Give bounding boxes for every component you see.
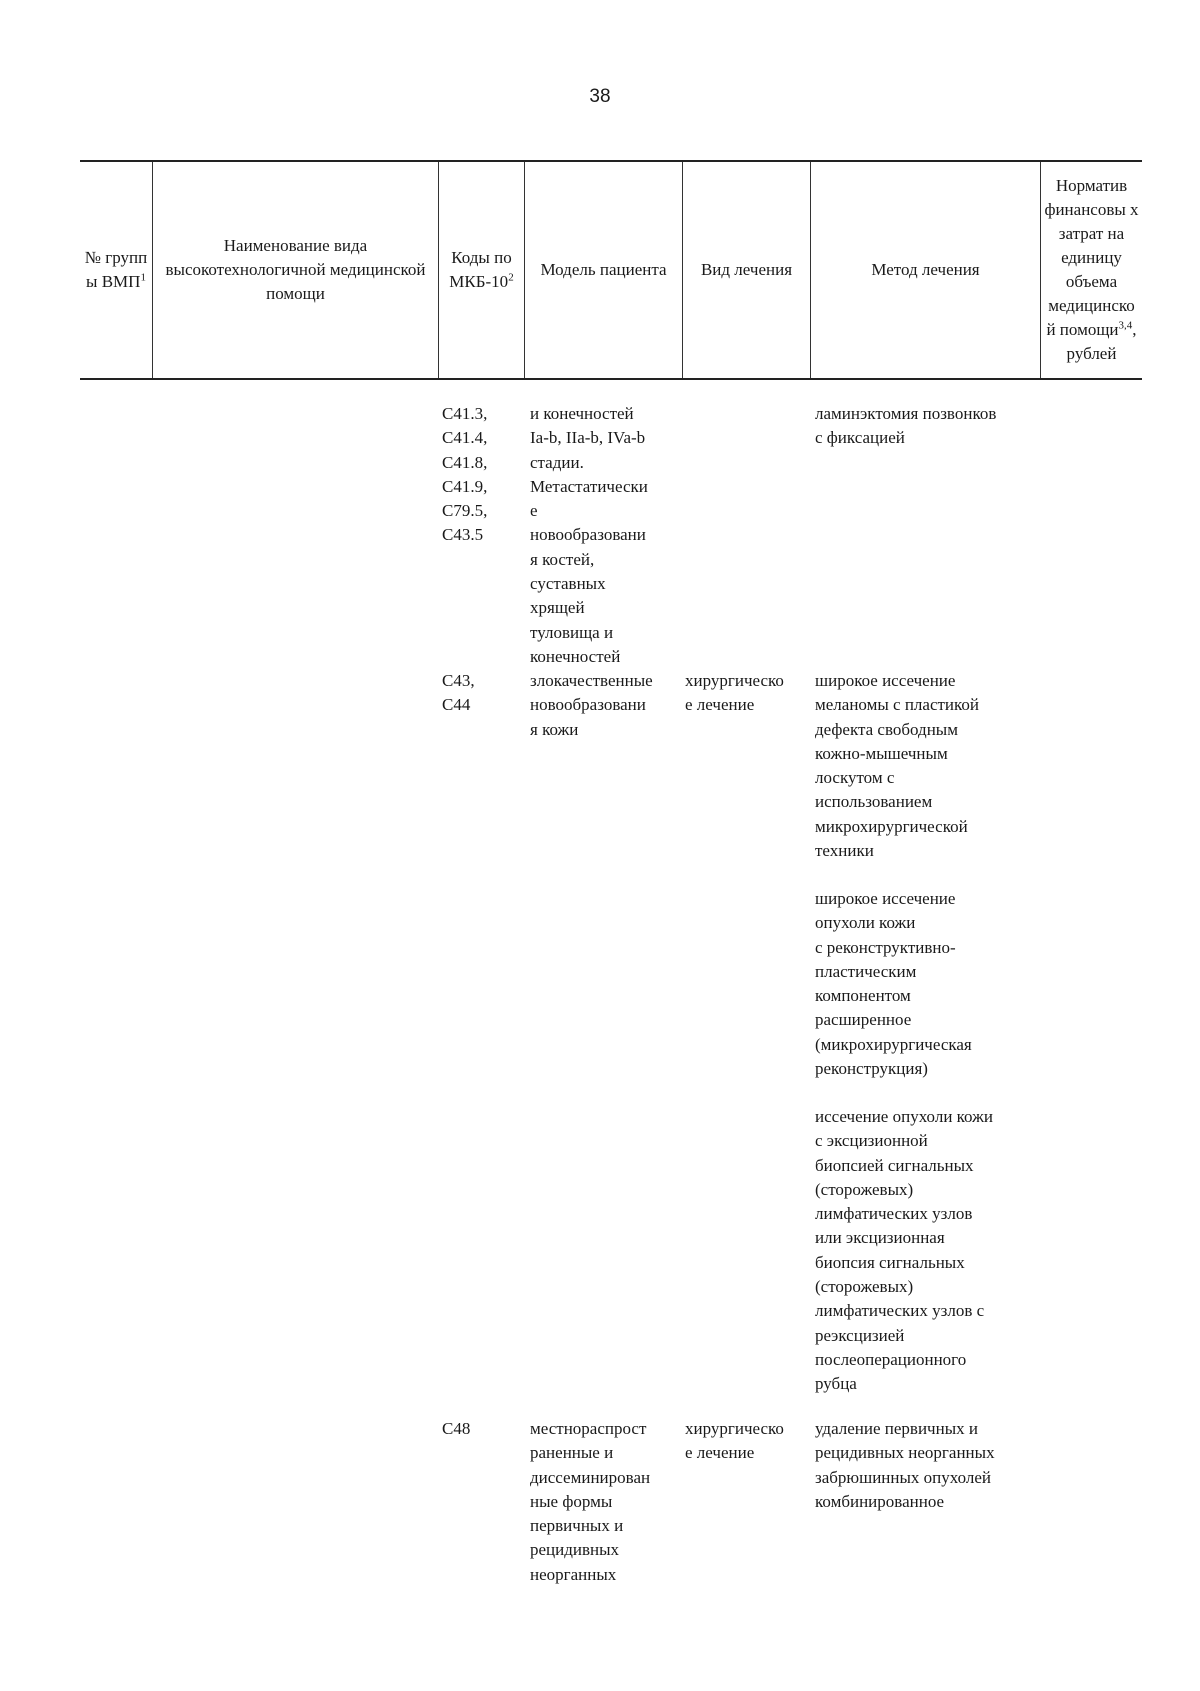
header-treatment-method: Метод лечения [810, 162, 1040, 378]
row-5-method: удаление первичных и рецидивных неорганных забрюшинных опухолей комбинированное [815, 1419, 995, 1511]
header-group-number: № групп ы ВМП$^1$ [84, 248, 148, 291]
row-1-patient-model: и конечностей Ia-b, IIa-b, IVa-b стадии. Метастатически е новообразовани я костей, суставных хрящей туловища и конечностей [530, 404, 648, 666]
row-5-treatment-type: хирургическо е лечение [685, 1419, 784, 1463]
row-1-method: ламинэктомия позвонков с фиксацией [815, 404, 997, 448]
table-header [80, 160, 1142, 380]
header-care-type-name: Наименование вида высокотехнологичной медицинской помощи [152, 162, 438, 378]
header-icd-codes: Коды по МКБ-$10^2$ [438, 162, 524, 378]
row-5-codes: C48 [442, 1419, 471, 1438]
row-2-treatment-type: хирургическо е лечение [685, 671, 784, 715]
row-2-codes: C43, C44 [442, 671, 475, 715]
page-number: 38 [589, 86, 611, 107]
row-5-patient-model: местнораспрост раненные и диссеминирован ные формы первичных и рецидивных неорганных [530, 1419, 651, 1584]
row-1-codes: C41.3, C41.4, C41.8, C41.9, C79.5, C43.5 [442, 404, 488, 545]
row-2-patient-model: злокачественные новообразовани я кожи [530, 671, 653, 739]
header-treatment-type: Вид лечения [682, 162, 810, 378]
row-4-method: иссечение опухоли кожи с эксцизионной биопсией сигнальных (сторожевых) лимфатических узлов или эксцизионная биопсия сигнальных (сторожевых) лимфатических узлов с реэксцизией послеоперационного рубца [815, 1107, 993, 1394]
header-patient-model: Модель пациента [524, 162, 682, 378]
row-3-method: широкое иссечение опухоли кожи с реконструктивно- пластическим компонентом расширенное (микрохирургическая реконструкция) [815, 889, 972, 1079]
header-financial-norm: Норматив финансовы х затрат на единицу объема медицинско й помощи$^{3,4}$, рублей [1040, 162, 1142, 378]
row-2-method: широкое иссечение меланомы с пластикой дефекта свободным кожно-мышечным лоскутом с использованием микрохирургической техники [815, 671, 980, 861]
